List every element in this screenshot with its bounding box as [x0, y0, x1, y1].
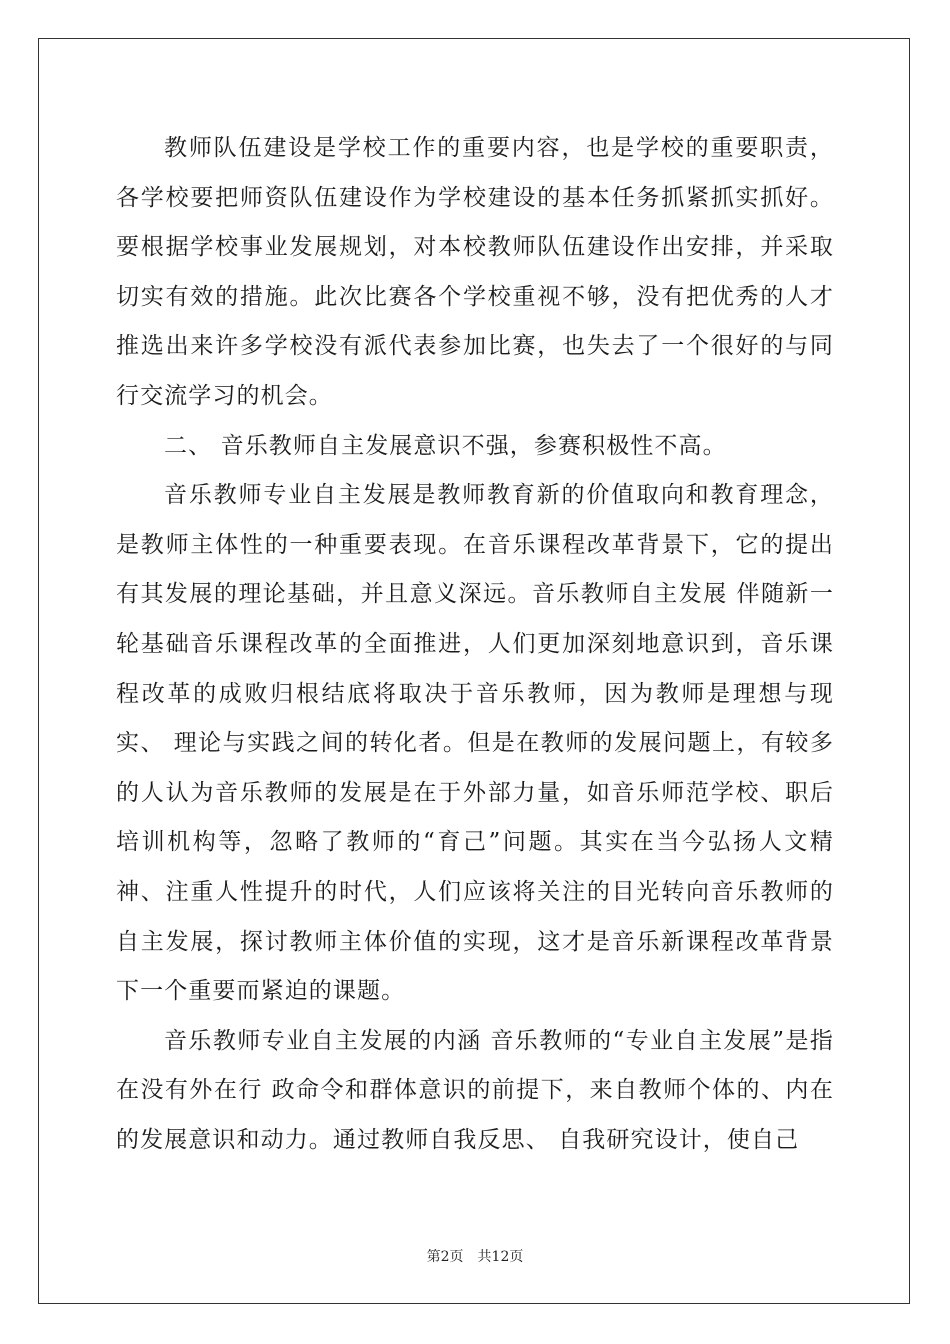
paragraph-teacher-team-building: 教师队伍建设是学校工作的重要内容，也是学校的重要职责，各学校要把师资队伍建设作为学校建设的基本任务抓紧抓实抓好。要根据学校事业发展规划，对本校教师队伍建设作出安排，并采取切实有效的措施。此次比赛各个学校重视不够，没有把优秀的人才推选出来许多学校没有派代表参加比赛，也失去了一个很好的与同行交流学习的机会。 [116, 135, 834, 409]
document-body [116, 124, 834, 1165]
section-heading-two: 二、 音乐教师自主发展意识不强，参赛积极性不高。 [164, 432, 727, 459]
paragraph-development-connotation: 音乐教师专业自主发展的内涵 音乐教师的“专业自主发展”是指在没有外在行 政命令和群体意识的前提下，来自教师个体的、内在的发展意识和动力。通过教师自我反思、 自我研究设计，使自己 [116, 1027, 834, 1153]
page-number-footer: 第2页 共12页 [426, 1249, 524, 1265]
paragraph-autonomous-development: 音乐教师专业自主发展是教师教育新的价值取向和教育理念，是教师主体性的一种重要表现。在音乐课程改革背景下，它的提出有其发展的理论基础，并且意义深远。音乐教师自主发展 伴随新一轮基础音乐课程改革的全面推进，人们更加深刻地意识到，音乐课程改革的成败归根结底将取决于音乐教师，因为教师是理想与现实、 理论与实践之间的转化者。但是在教师的发展问题上，有较多的人认为音乐教师的发展是在于外部力量，如音乐师范学校、职后培训机构等，忽略了教师的“育己”问题。其实在当今弘扬人文精神、注重人性提升的时代，人们应该将关注的目光转向音乐教师的自主发展，探讨教师主体价值的实现，这才是音乐新课程改革背景下一个重要而紧迫的课题。 [116, 482, 834, 1005]
